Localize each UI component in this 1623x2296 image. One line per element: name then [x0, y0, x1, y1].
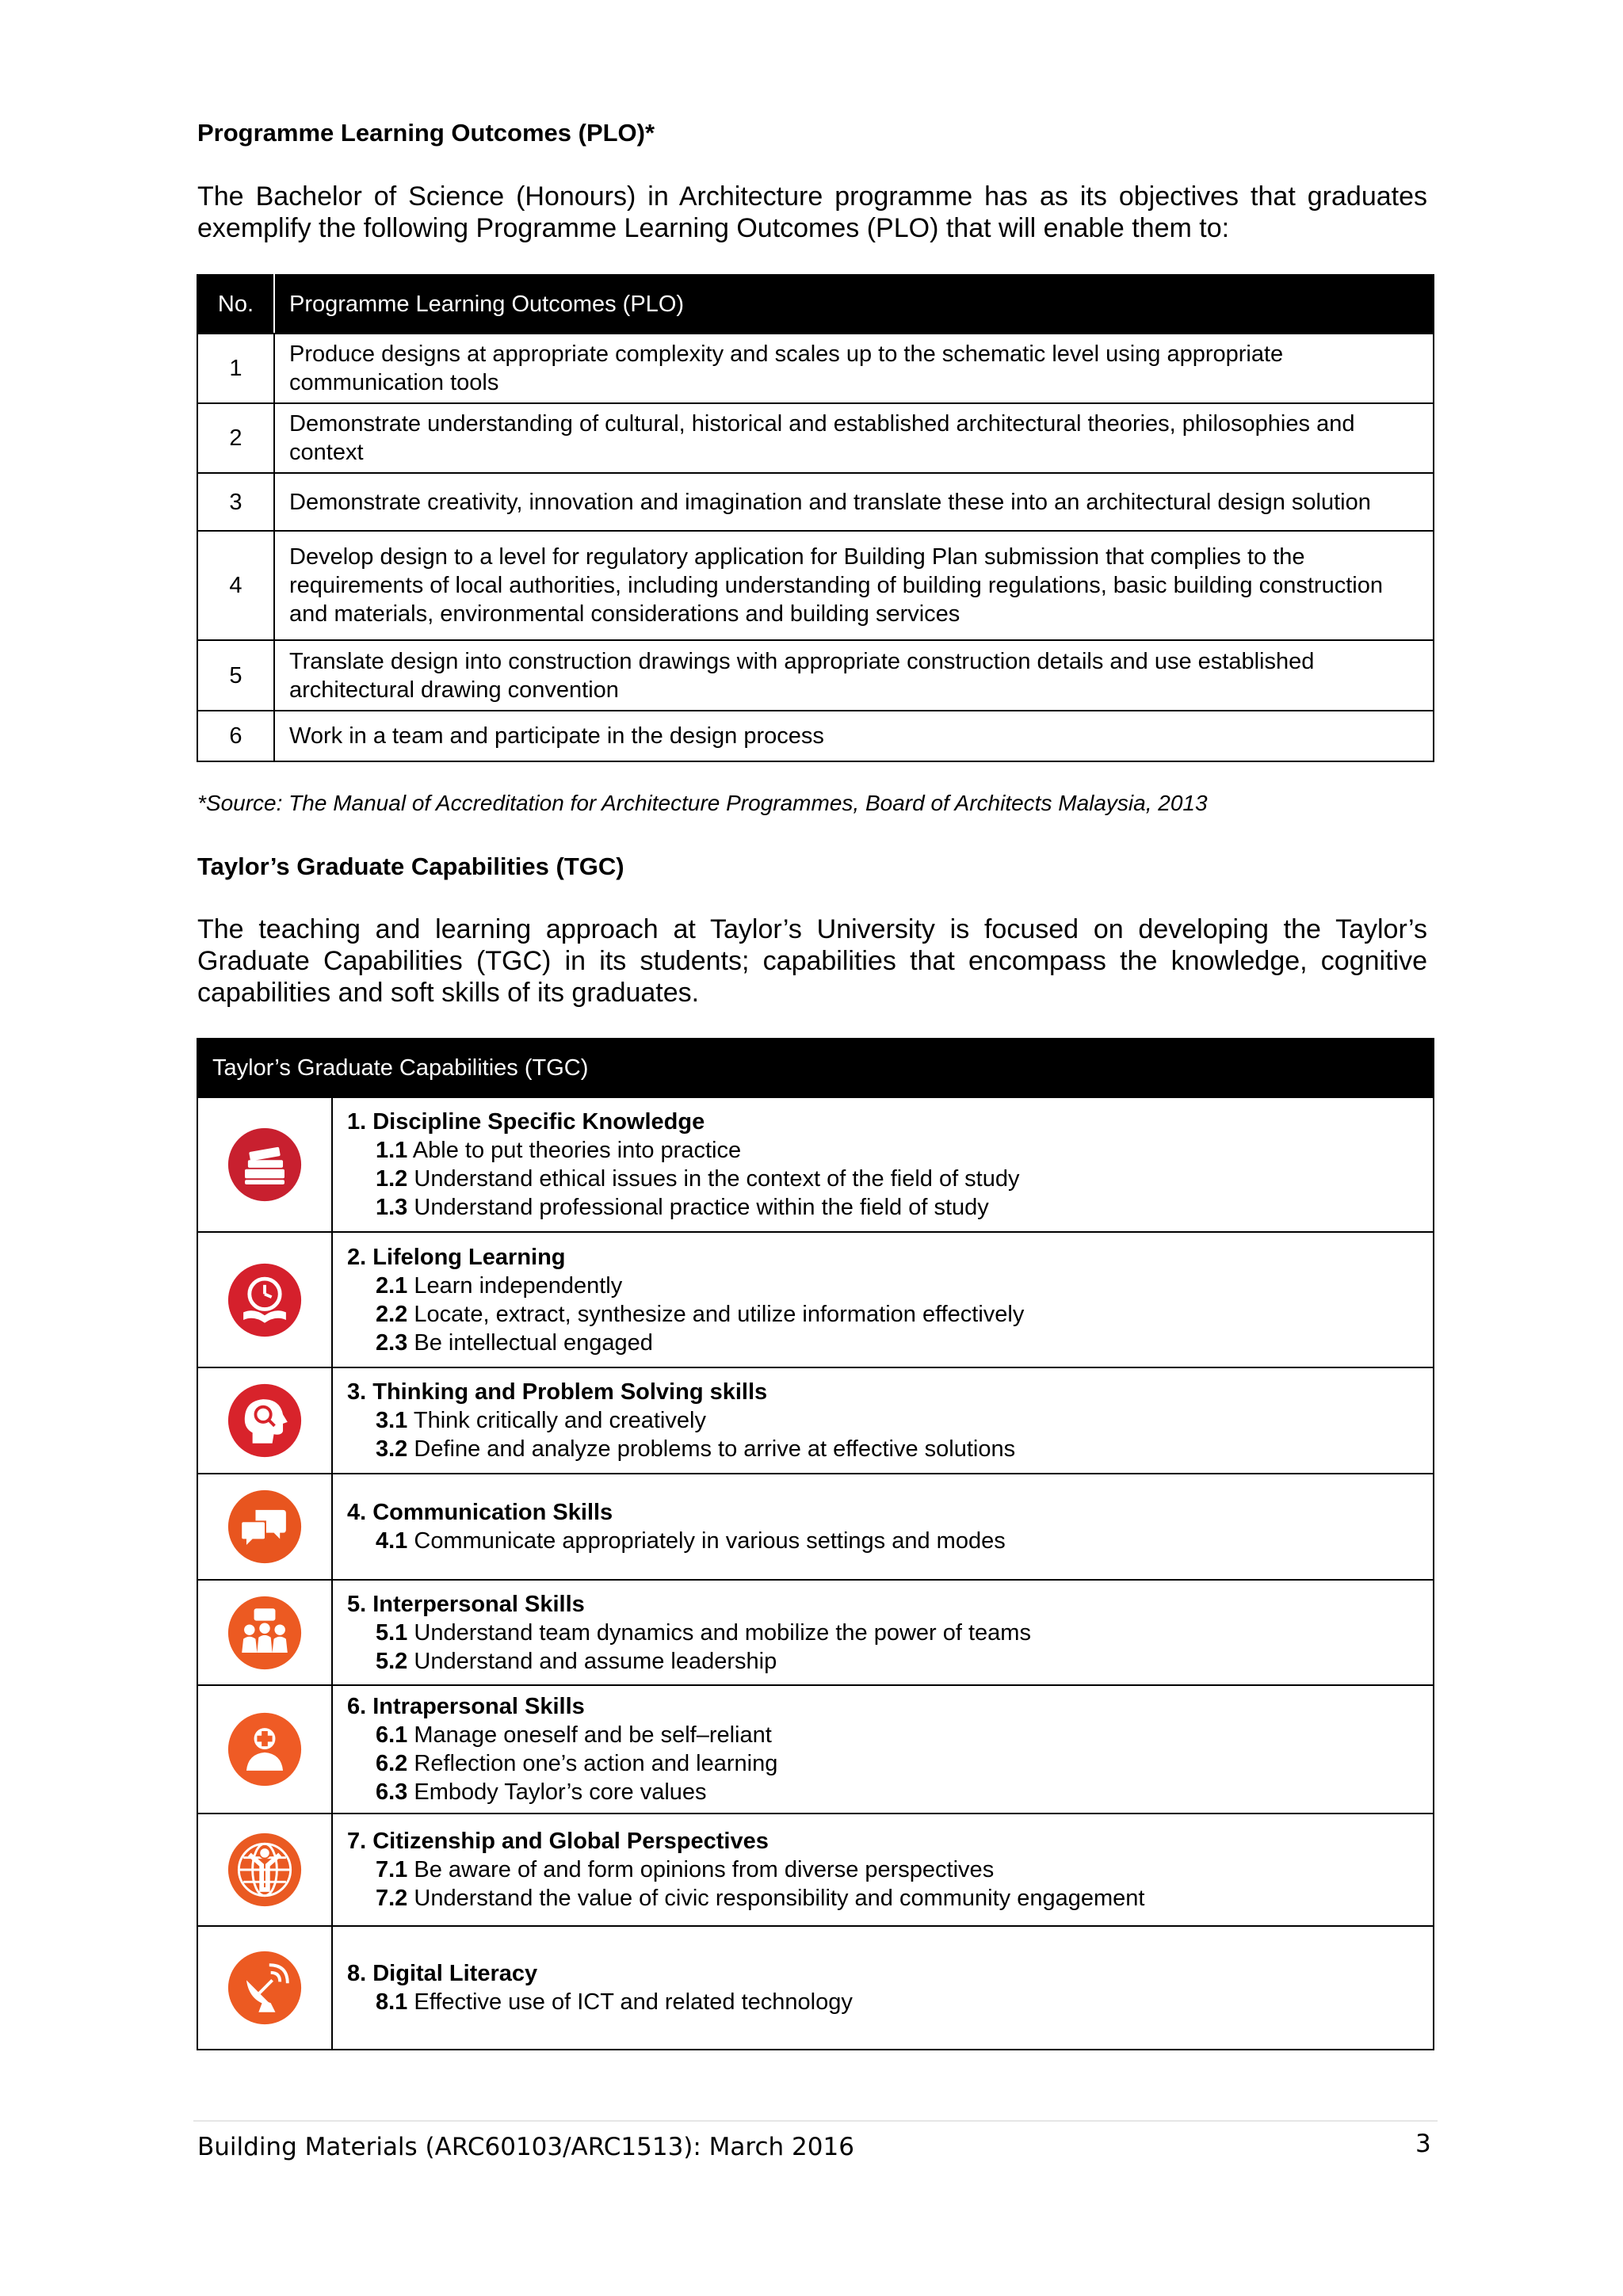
tgc-heading: Taylor’s Graduate Capabilities (TGC) [197, 852, 624, 880]
capability-title: 4. Communication Skills [347, 1500, 613, 1525]
tgc-icon-cell [197, 1367, 332, 1474]
plo-source-note: *Source: The Manual of Accreditation for Architecture Programmes, Board of Architects Malaysia, 2013 [197, 791, 1208, 815]
capability-title: 5. Interpersonal Skills [347, 1591, 585, 1617]
table-row [197, 1097, 1434, 1232]
table-row [197, 1814, 1434, 1926]
capability-item: 2.3 Be intellectual engaged [376, 1329, 653, 1356]
plo-number: 2 [197, 403, 274, 473]
tgc-header-row [197, 1039, 1434, 1097]
tgc-icon-cell [197, 1814, 332, 1926]
table-row [197, 1685, 1434, 1814]
footer-divider [193, 2120, 1438, 2122]
table-row [197, 711, 1434, 761]
tgc-table [197, 1038, 1434, 2050]
tgc-icon-cell [197, 1097, 332, 1232]
plo-number: 1 [197, 334, 274, 403]
person-icon [227, 1711, 303, 1787]
tgc-capability [332, 1926, 1434, 2050]
table-row [197, 640, 1434, 711]
tgc-icon-cell [197, 1580, 332, 1685]
capability-item: 2.2 Locate, extract, synthesize and utilize information effectively [376, 1301, 1025, 1327]
table-row [197, 473, 1434, 531]
tgc-table-header: Taylor’s Graduate Capabilities (TGC) [197, 1039, 1434, 1097]
capability-title: 8. Digital Literacy [347, 1961, 538, 1986]
capability-item: 6.3 Embody Taylor’s core values [376, 1779, 707, 1805]
tgc-icon-cell [197, 1232, 332, 1367]
tgc-capability [332, 1474, 1434, 1580]
table-row [197, 1474, 1434, 1580]
table-row [197, 531, 1434, 640]
plo-text: Demonstrate understanding of cultural, historical and established architectural theories, philosophies and context [274, 403, 1434, 473]
plo-text: Demonstrate creativity, innovation and imagination and translate these into an architectural design solution [274, 473, 1434, 531]
capability-item: 4.1 Communicate appropriately in various settings and modes [376, 1528, 1006, 1554]
plo-intro: The Bachelor of Science (Honours) in Architecture programme has as its objectives that graduates exemplify the following Programme Learning Outcomes (PLO) that will enable them to: [197, 181, 1427, 243]
capability-item: 3.2 Define and analyze problems to arrive at effective solutions [376, 1436, 1016, 1462]
plo-heading: Programme Learning Outcomes (PLO)* [197, 119, 655, 147]
plo-col-outcome: Programme Learning Outcomes (PLO) [274, 275, 1434, 334]
capability-item: 1.1 Able to put theories into practice [376, 1138, 742, 1163]
table-row [197, 403, 1434, 473]
page-number: 3 [1415, 2130, 1431, 2158]
plo-number: 3 [197, 473, 274, 531]
capability-item: 6.2 Reflection one’s action and learning [376, 1751, 778, 1776]
capability-item: 1.2 Understand ethical issues in the context of the field of study [376, 1166, 1020, 1192]
tgc-icon-cell [197, 1685, 332, 1814]
capability-item: 8.1 Effective use of ICT and related technology [376, 1989, 853, 2015]
capability-item: 7.2 Understand the value of civic responsibility and community engagement [376, 1886, 1145, 1911]
table-row [197, 1367, 1434, 1474]
people-group-icon [227, 1595, 303, 1671]
table-row [197, 1926, 1434, 2050]
speech-bubbles-icon [227, 1489, 303, 1565]
plo-text: Produce designs at appropriate complexity and scales up to the schematic level using appropriate communication tools [274, 334, 1434, 403]
plo-text: Develop design to a level for regulatory application for Building Plan submission that complies to the requirements of local authorities, including understanding of building regulations, basic building construction and materials, environmental considerations and building services [274, 531, 1434, 640]
capability-item: 2.1 Learn independently [376, 1272, 623, 1299]
capability-item: 7.1 Be aware of and form opinions from diverse perspectives [376, 1857, 995, 1882]
plo-number: 6 [197, 711, 274, 761]
clock-book-icon [227, 1262, 303, 1338]
head-magnifier-icon [227, 1383, 303, 1459]
tgc-capability [332, 1097, 1434, 1232]
globe-person-icon [227, 1832, 303, 1908]
table-row [197, 1232, 1434, 1367]
plo-number: 4 [197, 531, 274, 640]
tgc-intro: The teaching and learning approach at Taylor’s University is focused on developing the Taylor’s Graduate Capabilities (TGC) in its students; capabilities that encompass the knowledge, cognitive capabilities and soft skills of its graduates. [197, 914, 1427, 1008]
capability-item: 5.2 Understand and assume leadership [376, 1648, 777, 1674]
tgc-capability [332, 1814, 1434, 1926]
capability-item: 1.3 Understand professional practice within the field of study [376, 1195, 989, 1220]
tgc-capability [332, 1367, 1434, 1474]
tgc-capability [332, 1685, 1434, 1814]
capability-item: 5.1 Understand team dynamics and mobilize the power of teams [376, 1619, 1031, 1646]
books-icon [227, 1127, 303, 1203]
satellite-dish-icon [227, 1950, 303, 2026]
tgc-icon-cell [197, 1926, 332, 2050]
tgc-capability [332, 1232, 1434, 1367]
footer-text: Building Materials (ARC60103/ARC1513): March 2016 [197, 2133, 854, 2161]
plo-text: Work in a team and participate in the design process [274, 711, 1434, 761]
capability-item: 6.1 Manage oneself and be self–reliant [376, 1722, 772, 1748]
capability-title: 1. Discipline Specific Knowledge [347, 1109, 705, 1135]
plo-table [197, 274, 1434, 762]
capability-title: 6. Intrapersonal Skills [347, 1694, 585, 1719]
table-row [197, 334, 1434, 403]
capability-title: 7. Citizenship and Global Perspectives [347, 1829, 769, 1854]
capability-title: 2. Lifelong Learning [347, 1244, 566, 1270]
tgc-icon-cell [197, 1474, 332, 1580]
plo-text: Translate design into construction drawings with appropriate construction details and use established architectural drawing convention [274, 640, 1434, 711]
tgc-capability [332, 1580, 1434, 1685]
plo-header-row [197, 275, 1434, 334]
capability-item: 3.1 Think critically and creatively [376, 1408, 706, 1433]
plo-col-no: No. [197, 275, 274, 334]
table-row [197, 1580, 1434, 1685]
capability-title: 3. Thinking and Problem Solving skills [347, 1379, 768, 1405]
plo-number: 5 [197, 640, 274, 711]
